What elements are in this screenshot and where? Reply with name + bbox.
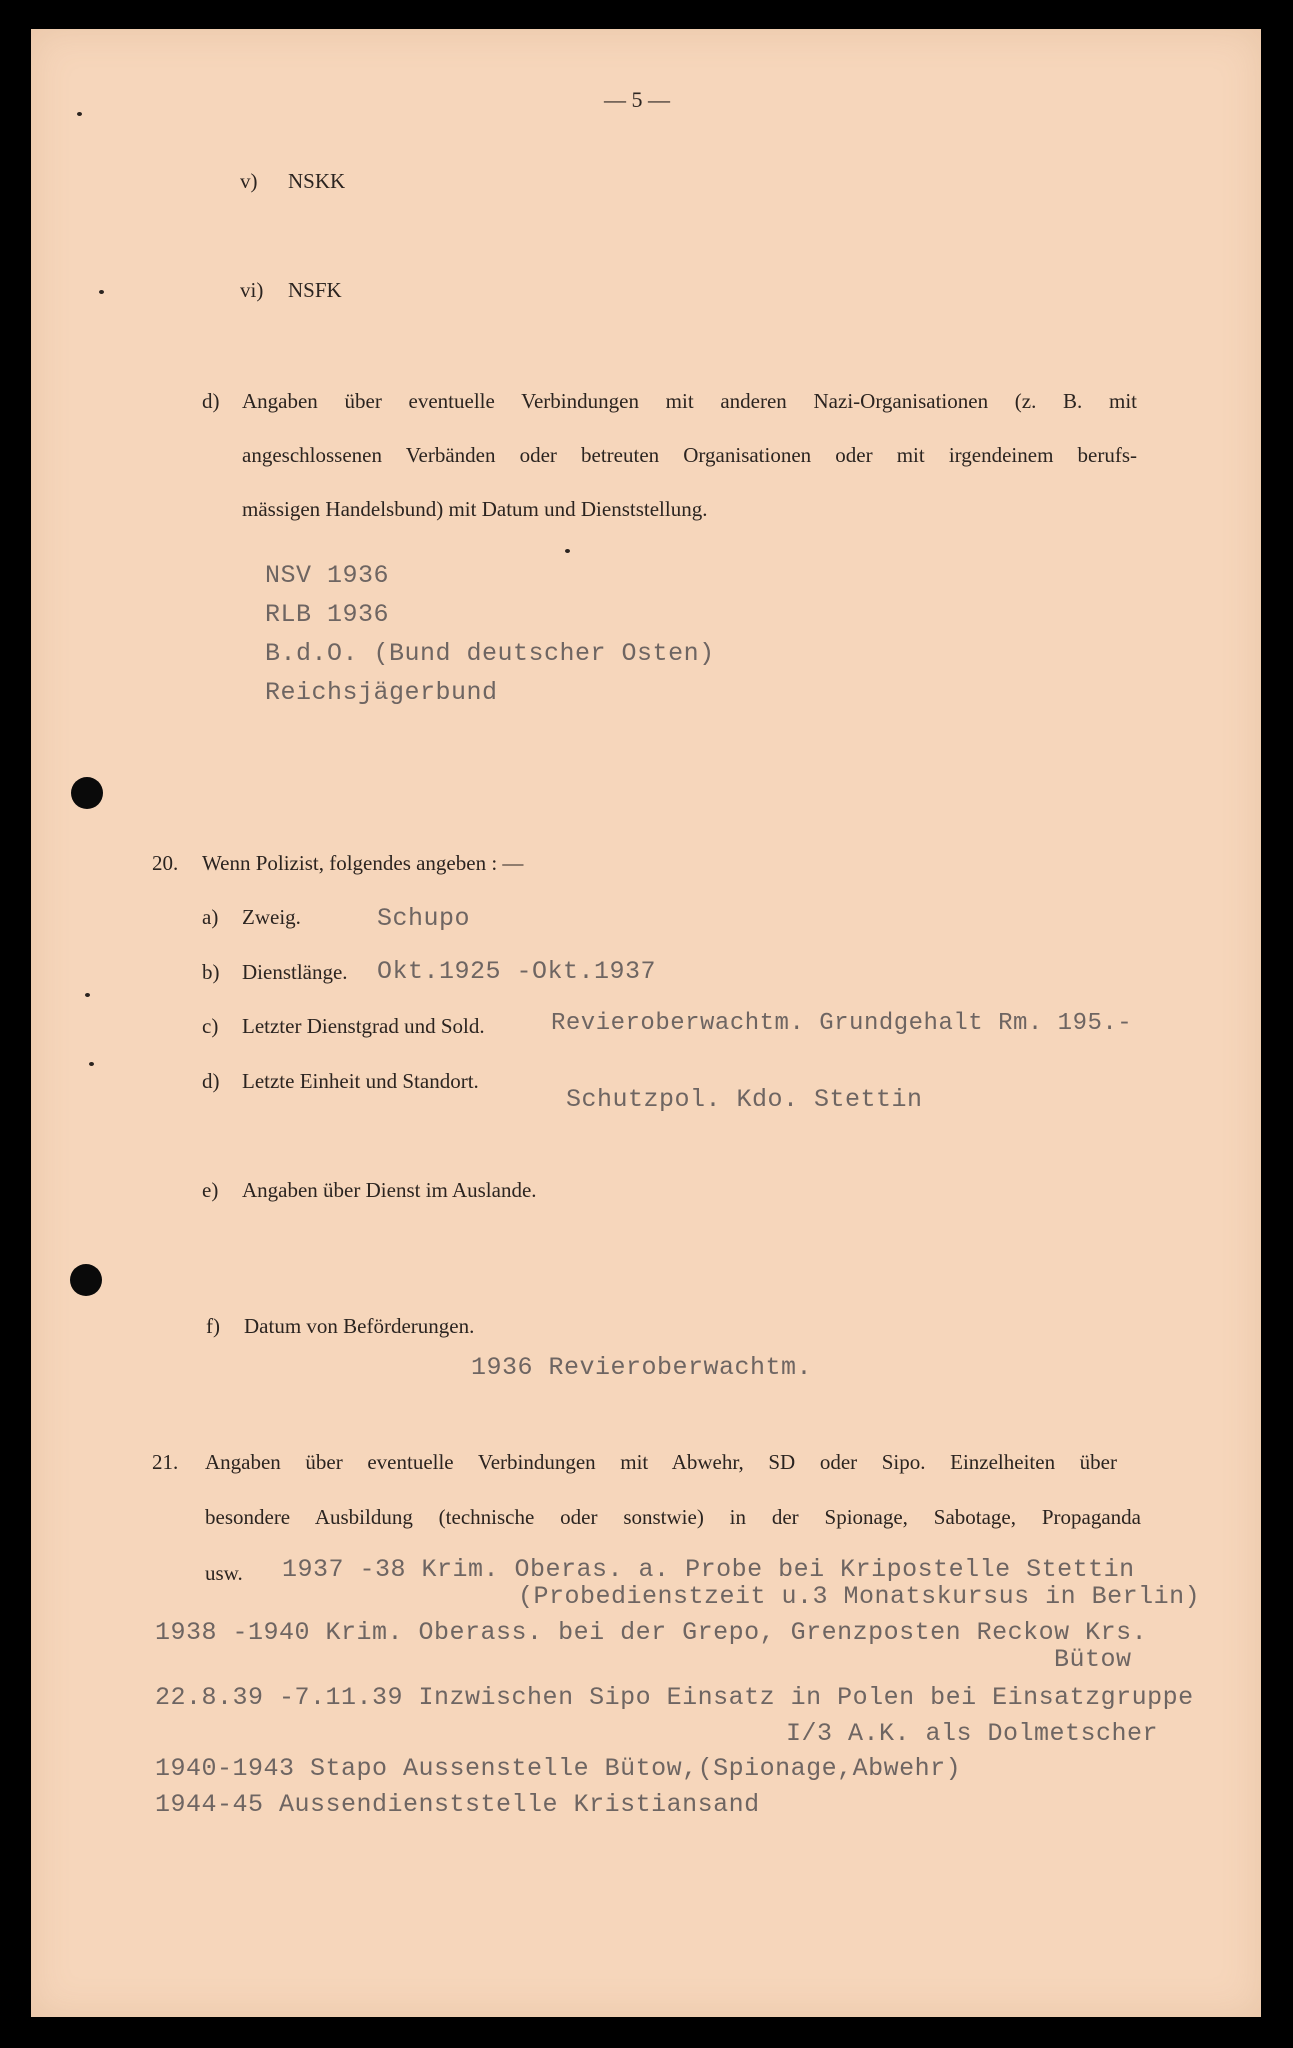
q20-a-label: a) — [202, 905, 219, 929]
q20-b-answer: Okt.1925 -Okt.1937 — [377, 957, 657, 986]
item-v-text: NSKK — [288, 169, 346, 193]
item-vi-label: vi) — [240, 278, 264, 302]
item-d-line2: angeschlossenen Verbänden oder betreuten Organisationen oder mit irgendeinem berufs- — [242, 443, 1137, 467]
item-d-line1: Angaben über eventuelle Verbindungen mit anderen Nazi-Organisationen (z. B. mit — [242, 389, 1137, 413]
question-21-line1: Angaben über eventuelle Verbindungen mit Abwehr, SD oder Sipo. Einzelheiten über — [205, 1450, 1117, 1474]
q21-answer-line: 1944-45 Aussendienststelle Kristiansand — [155, 1790, 760, 1819]
q20-e-label: e) — [202, 1178, 219, 1202]
item-d-line3: mässigen Handelsbund) mit Datum und Dienststellung. — [242, 497, 708, 521]
q20-e-text: Angaben über Dienst im Auslande. — [242, 1178, 537, 1202]
question-21-line2: besondere Ausbildung (technische oder sonstwie) in der Spionage, Sabotage, Propaganda — [205, 1505, 1141, 1529]
q20-f-answer: 1936 Revieroberwachtm. — [471, 1353, 813, 1382]
question-21-number: 21. — [152, 1450, 179, 1474]
question-21-usw: usw. — [205, 1561, 243, 1585]
q21-answer-line: 1938 -1940 Krim. Oberass. bei der Grepo, Grenzposten Reckow Krs. — [155, 1618, 1148, 1647]
margin-speck — [99, 290, 104, 294]
margin-speck — [77, 112, 82, 116]
item-d-label: d) — [202, 389, 220, 413]
q20-d-text: Letzte Einheit und Standort. — [242, 1069, 479, 1093]
question-20-number: 20. — [152, 851, 179, 875]
item-vi-text: NSFK — [288, 278, 342, 302]
item-v-label: v) — [240, 169, 258, 193]
q21-answer-line: (Probedienstzeit u.3 Monatskursus in Berlin) — [518, 1582, 1201, 1611]
punch-hole-top — [71, 777, 103, 809]
punch-hole-bottom — [70, 1264, 102, 1296]
q20-f-text: Datum von Beförderungen. — [244, 1314, 475, 1338]
q20-a-answer: Schupo — [377, 904, 471, 933]
q20-a-text: Zweig. — [242, 905, 301, 929]
q20-d-label: d) — [202, 1069, 220, 1093]
q20-b-label: b) — [202, 960, 220, 984]
q21-answer-line: 1940-1943 Stapo Aussenstelle Bütow,(Spionage,Abwehr) — [155, 1754, 962, 1783]
q20-c-text: Letzter Dienstgrad und Sold. — [242, 1014, 485, 1038]
q21-answer-line: Bütow — [1054, 1645, 1132, 1674]
q20-d-answer: Schutzpol. Kdo. Stettin — [566, 1085, 923, 1114]
q21-answer-line: 22.8.39 -7.11.39 Inzwischen Sipo Einsatz in Polen bei Einsatzgruppe — [155, 1683, 1194, 1712]
typed-answer-line: RLB 1936 — [265, 600, 390, 629]
typed-answer-line: Reichsjägerbund — [265, 678, 498, 707]
margin-speck — [85, 993, 90, 997]
q21-answer-line: I/3 A.K. als Dolmetscher — [786, 1719, 1159, 1748]
q21-answer-line: 1937 -38 Krim. Oberas. a. Probe bei Kripostelle Stettin — [282, 1555, 1135, 1584]
q20-f-label: f) — [206, 1314, 220, 1338]
page-number: — 5 — — [604, 87, 670, 112]
typed-answer-line: NSV 1936 — [265, 561, 390, 590]
q20-c-answer: Revieroberwachtm. Grundgehalt Rm. 195.- — [551, 1010, 1133, 1037]
q20-c-label: c) — [202, 1014, 219, 1038]
typed-answer-line: B.d.O. (Bund deutscher Osten) — [265, 639, 715, 668]
margin-speck — [89, 1062, 94, 1066]
q20-b-text: Dienstlänge. — [242, 960, 348, 984]
margin-speck — [565, 549, 570, 553]
question-20-title: Wenn Polizist, folgendes angeben : — — [202, 851, 524, 875]
